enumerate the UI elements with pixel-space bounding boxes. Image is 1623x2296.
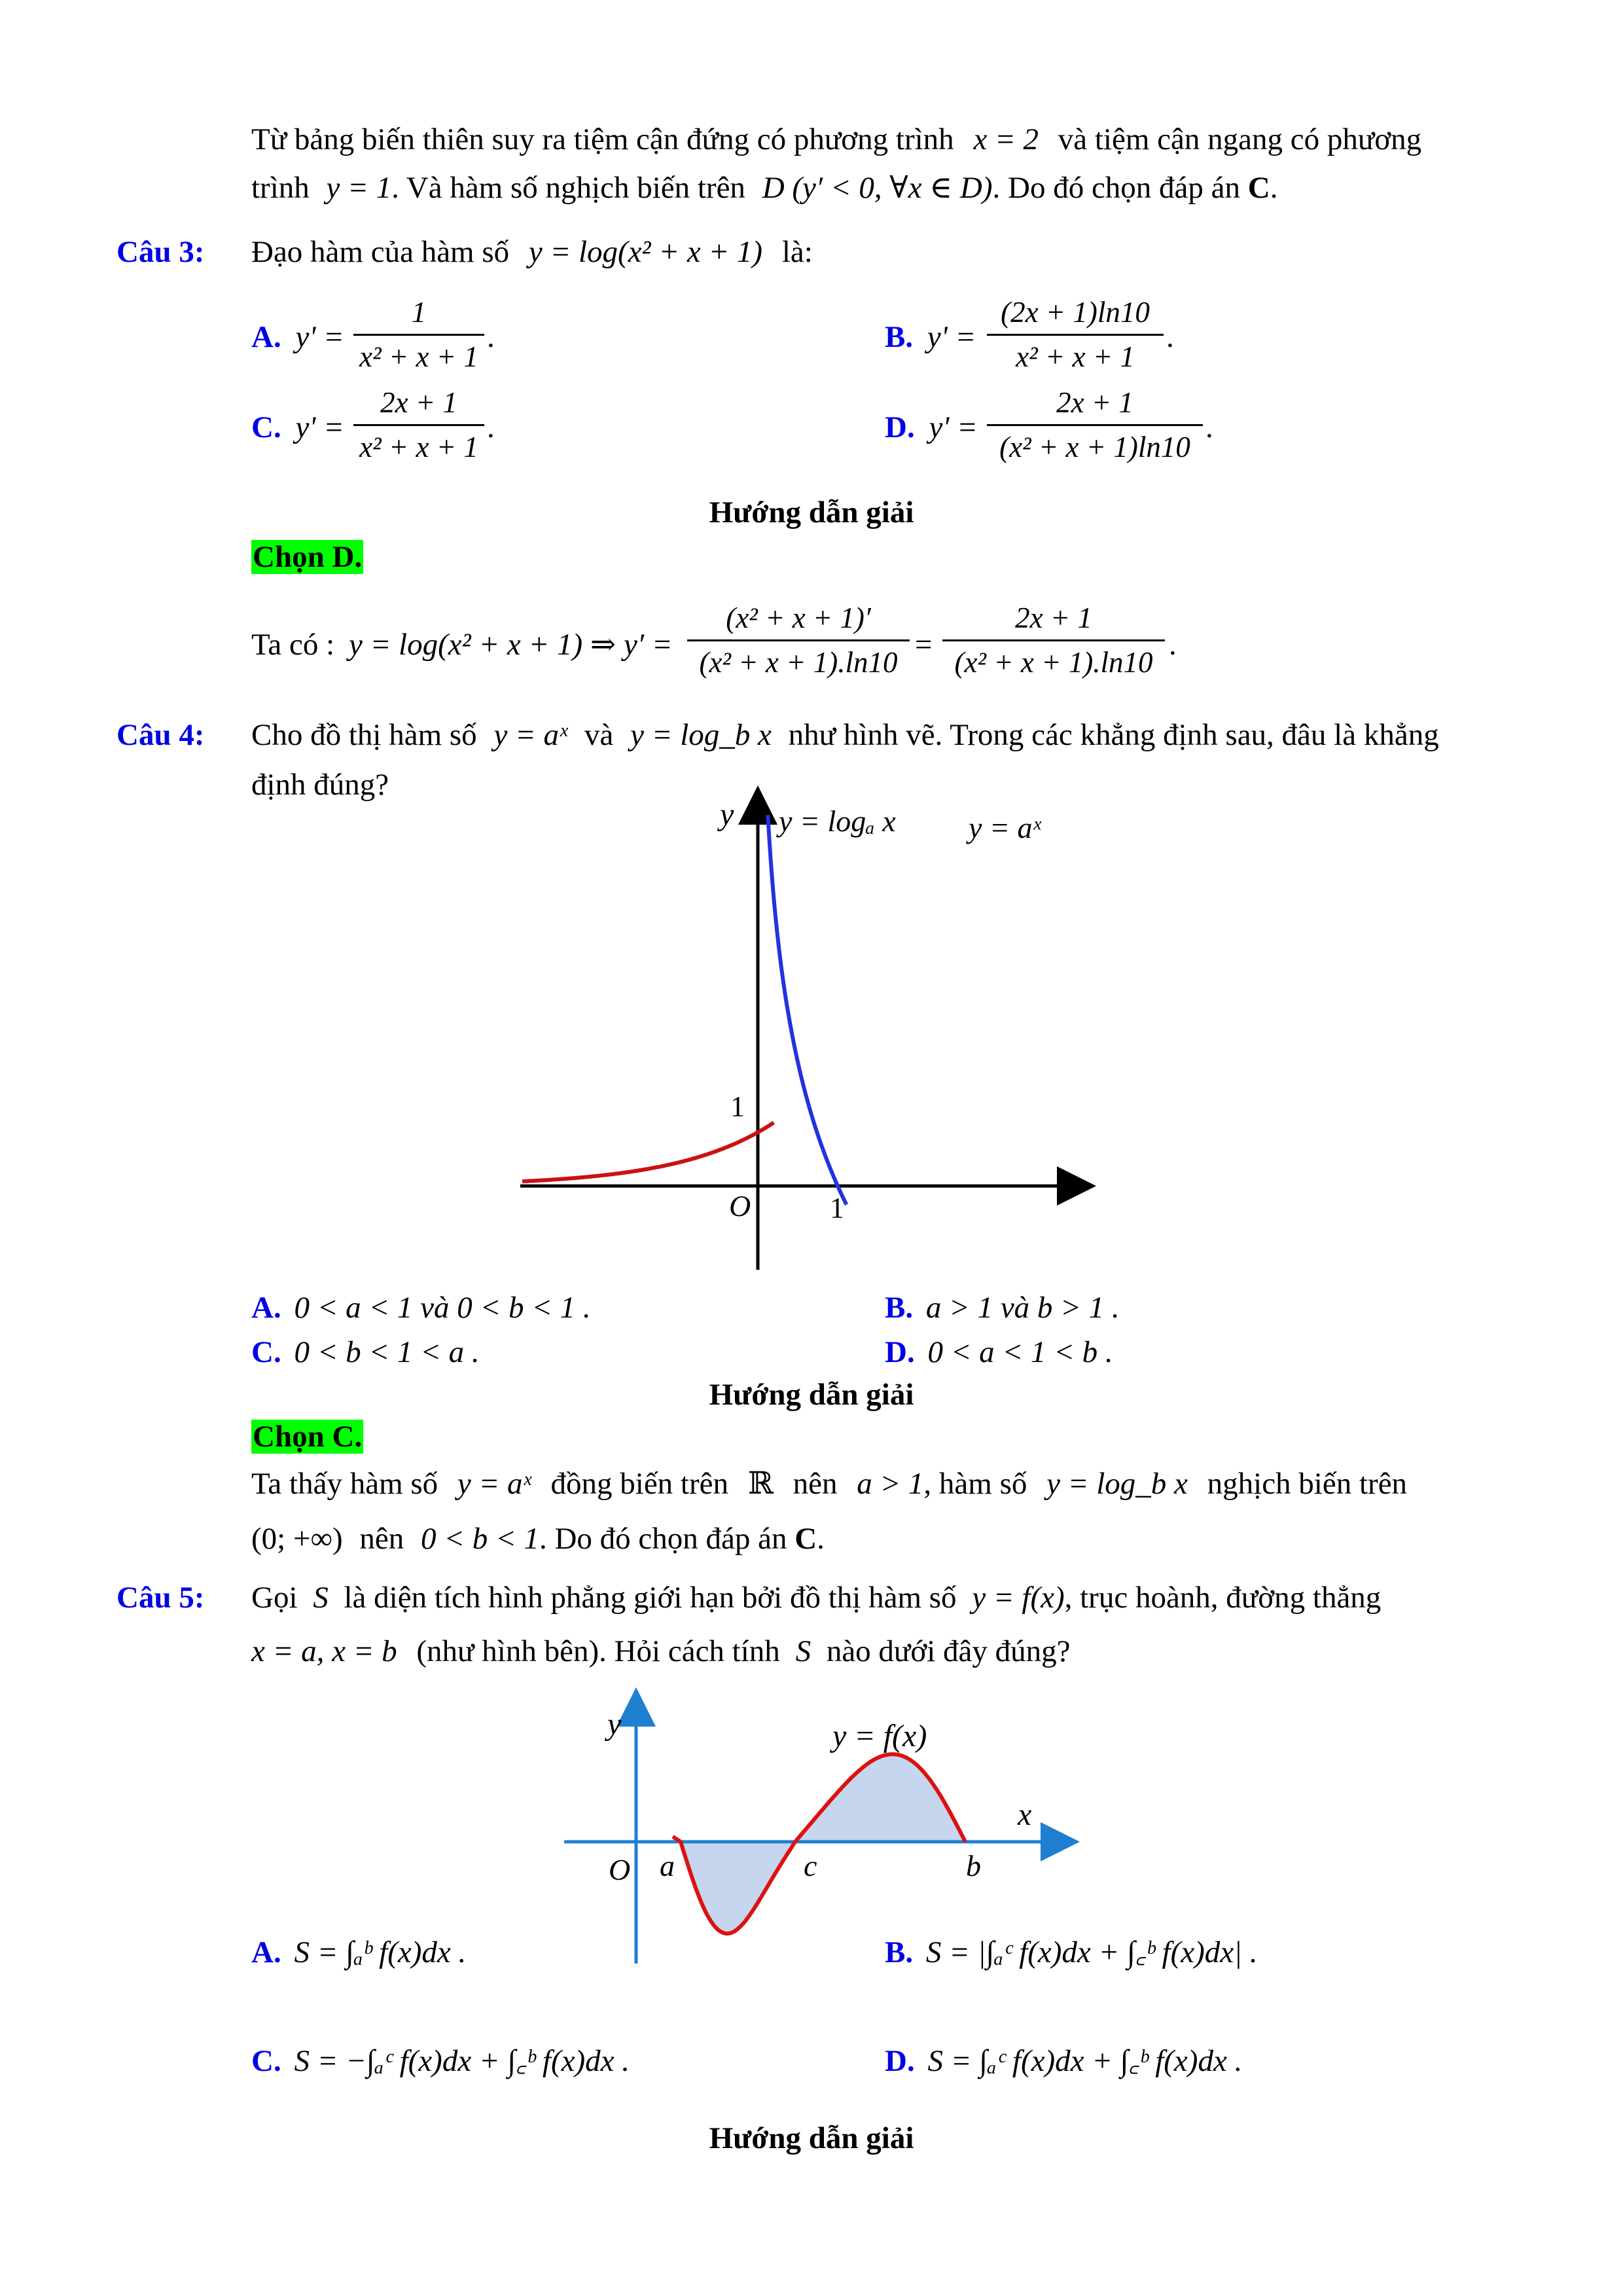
- solution-text: đồng biến trên: [550, 1467, 729, 1501]
- period: .: [1166, 320, 1174, 354]
- option-text: S = −∫ₐᶜ f(x)dx + ∫꜀ᵇ f(x)dx .: [294, 2044, 630, 2078]
- question-4-stem-cont: định đúng?: [251, 768, 389, 802]
- solution-text: , hàm số: [923, 1467, 1027, 1501]
- y-axis-label: y: [607, 1707, 622, 1742]
- x-intercept-label: 1: [830, 1192, 844, 1224]
- area-symbol: S: [313, 1581, 329, 1615]
- solution-text: nên: [793, 1467, 838, 1501]
- question-text: (như hình bên). Hỏi cách tính: [416, 1634, 780, 1668]
- option-label: D.: [885, 410, 915, 444]
- question-function: y = log(x² + x + 1): [528, 235, 763, 269]
- solution-function: y = log(x² + x + 1) ⇒ y′ =: [348, 628, 673, 662]
- intro-text: . Do đó chọn đáp án: [992, 171, 1241, 205]
- option-label: A.: [251, 1935, 281, 1969]
- option-text: 0 < a < 1 và 0 < b < 1 .: [294, 1291, 591, 1325]
- q5-option-d: [885, 2046, 1242, 2077]
- origin-label: O: [729, 1189, 751, 1223]
- origin-label: O: [609, 1853, 631, 1886]
- solution-function: y = log_b x: [1046, 1467, 1188, 1501]
- period: .: [487, 320, 495, 354]
- period: .: [1205, 410, 1213, 444]
- exp-curve-label: y = aˣ: [969, 811, 1041, 844]
- numerator: 1: [411, 296, 427, 329]
- option-label: C.: [251, 1335, 281, 1369]
- question-4-label: Câu 4:: [116, 718, 205, 752]
- solution-answer: C: [794, 1522, 817, 1556]
- option-label: A.: [251, 1291, 281, 1325]
- option-label: B.: [885, 320, 914, 354]
- question-text: nào dưới đây đúng?: [826, 1634, 1071, 1668]
- question-function: y = f(x): [972, 1581, 1065, 1615]
- option-label: B.: [885, 1935, 914, 1969]
- intro-equation: x = 2: [973, 122, 1039, 156]
- denominator: (x² + x + 1).ln10: [954, 646, 1153, 679]
- question-text: Cho đồ thị hàm số: [251, 718, 477, 752]
- question-text: và: [584, 718, 614, 752]
- option-label: C.: [251, 410, 281, 444]
- solution-text: nên: [359, 1522, 404, 1556]
- y-axis-label: y: [720, 797, 734, 832]
- solution-text: . Do đó chọn đáp án: [539, 1522, 787, 1556]
- period: .: [817, 1522, 825, 1556]
- q5-guide-heading: Hướng dẫn giải: [709, 2121, 914, 2155]
- denominator: (x² + x + 1)ln10: [999, 431, 1190, 463]
- point-a-label: a: [660, 1849, 675, 1882]
- real-numbers-symbol: ℝ: [747, 1467, 774, 1501]
- option-label: B.: [885, 1291, 914, 1325]
- solution-inequality: a > 1: [857, 1467, 924, 1501]
- question-text: Đạo hàm của hàm số: [251, 235, 510, 269]
- option-text: 0 < b < 1 < a .: [294, 1335, 480, 1369]
- option-lhs: y' =: [929, 410, 978, 444]
- denominator: x² + x + 1: [359, 431, 478, 463]
- denominator: x² + x + 1: [359, 340, 478, 373]
- numerator: (x² + x + 1)′: [726, 601, 871, 634]
- option-text: S = |∫ₐᶜ f(x)dx + ∫꜀ᵇ f(x)dx| .: [925, 1935, 1258, 1969]
- area-symbol: S: [795, 1634, 812, 1668]
- option-label: C.: [251, 2044, 281, 2078]
- question-text: Gọi: [251, 1581, 298, 1615]
- question-text: là diện tích hình phẳng giới hạn bởi đồ thị hàm số: [344, 1581, 957, 1615]
- intro-text: trình: [251, 171, 310, 205]
- intro-text: Từ bảng biến thiên suy ra tiệm cận đứng có phương trình: [251, 122, 954, 156]
- function-label: y = f(x): [832, 1719, 927, 1753]
- option-text: S = ∫ₐᶜ f(x)dx + ∫꜀ᵇ f(x)dx .: [927, 2044, 1243, 2078]
- option-lhs: y' =: [927, 320, 976, 354]
- period: .: [1270, 171, 1278, 205]
- option-text: a > 1 và b > 1 .: [925, 1291, 1120, 1325]
- numerator: 2x + 1: [1015, 601, 1092, 634]
- denominator: (x² + x + 1).ln10: [699, 646, 898, 679]
- question-5-label: Câu 5:: [116, 1581, 205, 1615]
- solution-interval: (0; +∞): [251, 1522, 343, 1556]
- equals-sign: =: [915, 628, 933, 662]
- y-intercept-label: 1: [730, 1090, 745, 1122]
- option-lhs: y' =: [295, 410, 344, 444]
- q5-option-b: [885, 1937, 1258, 1968]
- option-lhs: y' =: [295, 320, 344, 354]
- question-text: , trục hoành, đường thẳng: [1064, 1581, 1382, 1615]
- intro-equation: D (y′ < 0, ∀x ∈ D): [762, 171, 993, 205]
- denominator: x² + x + 1: [1016, 340, 1135, 373]
- q5-option-a: [251, 1937, 466, 1968]
- numerator: (2x + 1)ln10: [1001, 296, 1150, 329]
- option-label: D.: [885, 1335, 915, 1369]
- solution-text: nghịch biến trên: [1207, 1467, 1408, 1501]
- x-axis-label: x: [1018, 1797, 1032, 1832]
- option-label: A.: [251, 320, 281, 354]
- point-b-label: b: [966, 1849, 981, 1882]
- answer-highlight: Chọn C.: [253, 1420, 363, 1454]
- period: .: [1169, 628, 1177, 662]
- option-text: S = ∫ₐᵇ f(x)dx .: [294, 1935, 467, 1969]
- solution-inequality: 0 < b < 1: [421, 1522, 539, 1556]
- question-3-label: Câu 3:: [116, 235, 205, 269]
- question-text: như hình vẽ. Trong các khẳng định sau, đâu là khẳng: [788, 718, 1439, 752]
- solution-text: Ta thấy hàm số: [251, 1467, 438, 1501]
- q5-option-c: [251, 2046, 630, 2077]
- option-label: D.: [885, 2044, 915, 2078]
- point-c-label: c: [804, 1849, 817, 1882]
- numerator: 2x + 1: [1056, 386, 1133, 419]
- question-bounds: x = a, x = b: [251, 1634, 397, 1668]
- intro-text: . Và hàm số nghịch biến trên: [391, 171, 745, 205]
- q3-guide-heading: Hướng dẫn giải: [709, 495, 914, 529]
- solution-function: y = aˣ: [457, 1467, 531, 1501]
- option-text: 0 < a < 1 < b .: [927, 1335, 1113, 1369]
- period: .: [487, 410, 495, 444]
- question-function: y = log_b x: [630, 718, 772, 752]
- intro-answer: C: [1247, 171, 1270, 205]
- log-curve-label: y = logₐ x: [779, 804, 896, 838]
- numerator: 2x + 1: [380, 386, 457, 419]
- intro-text: và tiệm cận ngang có phương: [1058, 122, 1422, 156]
- answer-highlight: Chọn D.: [253, 540, 363, 574]
- intro-equation: y = 1: [326, 171, 392, 205]
- shaded-area: [681, 1754, 965, 1933]
- q4-guide-heading: Hướng dẫn giải: [709, 1378, 914, 1412]
- question-function: y = aˣ: [493, 718, 568, 752]
- question-text: là:: [781, 235, 813, 269]
- solution-text: Ta có :: [251, 628, 335, 662]
